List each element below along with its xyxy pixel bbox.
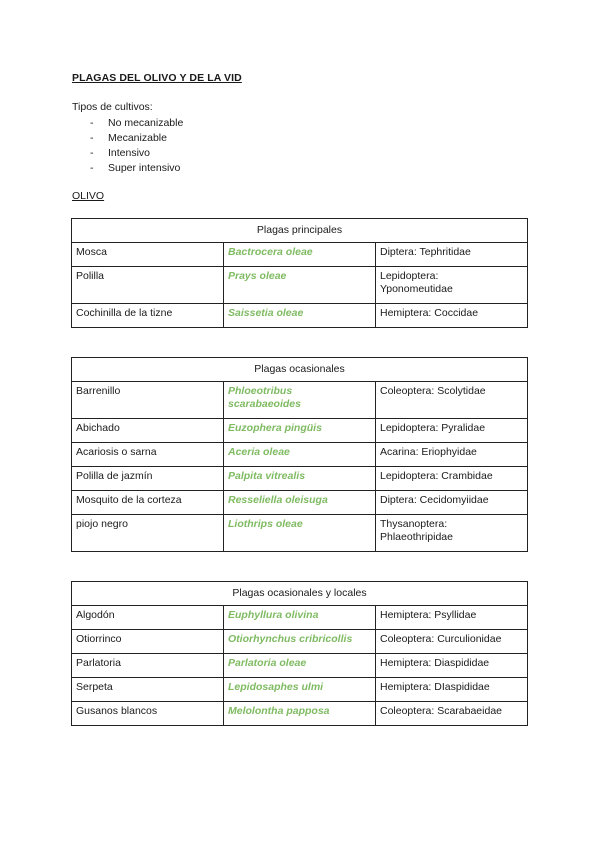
taxonomy-cell: Diptera: Tephritidae [376, 243, 528, 267]
scientific-name-cell: Otiorhynchus cribricollis [224, 630, 376, 654]
common-name-cell: Algodón [72, 606, 224, 630]
table-heading: Plagas principales [72, 219, 528, 243]
table-plagas-ocasionales-locales [71, 581, 528, 726]
list-item [90, 146, 183, 161]
table-heading: Plagas ocasionales [72, 358, 528, 382]
list-dash: - [90, 162, 94, 174]
common-name-cell: Abichado [72, 419, 224, 443]
table-row [72, 678, 528, 702]
list-item-label: Super intensivo [108, 162, 181, 174]
common-name-cell: Gusanos blancos [72, 702, 224, 726]
common-name-cell: Cochinilla de la tizne [72, 304, 224, 328]
table-row [72, 419, 528, 443]
list-dash: - [90, 117, 94, 129]
table-row [72, 382, 528, 419]
list-dash: - [90, 147, 94, 159]
scientific-name-cell: Euzophera pingüis [224, 419, 376, 443]
scientific-name-cell: Resseliella oleisuga [224, 491, 376, 515]
common-name-cell: Parlatoria [72, 654, 224, 678]
common-name-cell: Serpeta [72, 678, 224, 702]
table-row [72, 654, 528, 678]
scientific-name-cell: Aceria oleae [224, 443, 376, 467]
table-row [72, 630, 528, 654]
table-heading-row [72, 582, 528, 606]
taxonomy-cell: Lepidoptera: Yponomeutidae [376, 267, 528, 304]
scientific-name-cell: Lepidosaphes ulmi [224, 678, 376, 702]
scientific-name-cell: Phloeotribus scarabaeoides [224, 382, 376, 419]
scientific-name-cell: Liothrips oleae [224, 515, 376, 552]
table-plagas-principales [71, 218, 528, 328]
scientific-name-cell: Palpita vitrealis [224, 467, 376, 491]
scientific-name-cell: Melolontha papposa [224, 702, 376, 726]
common-name-cell: Barrenillo [72, 382, 224, 419]
common-name-cell: piojo negro [72, 515, 224, 552]
list-item-label: Mecanizable [108, 132, 167, 144]
taxonomy-cell: Lepidoptera: Pyralidae [376, 419, 528, 443]
document-title: PLAGAS DEL OLIVO Y DE LA VID [72, 72, 242, 84]
table-row [72, 243, 528, 267]
common-name-cell: Mosquito de la corteza [72, 491, 224, 515]
list-item-label: No mecanizable [108, 117, 184, 129]
table-heading: Plagas ocasionales y locales [72, 582, 528, 606]
scientific-name-cell: Saissetia oleae [224, 304, 376, 328]
common-name-cell: Mosca [72, 243, 224, 267]
taxonomy-cell: Hemiptera: Psyllidae [376, 606, 528, 630]
section-heading-olivo: OLIVO [72, 190, 105, 202]
table-heading-row [72, 358, 528, 382]
scientific-name-cell: Prays oleae [224, 267, 376, 304]
taxonomy-cell: Diptera: Cecidomyiidae [376, 491, 528, 515]
scientific-name-cell: Bactrocera oleae [224, 243, 376, 267]
taxonomy-cell: Lepidoptera: Crambidae [376, 467, 528, 491]
list-item-label: Intensivo [108, 147, 151, 159]
scientific-name-cell: Euphyllura olivina [224, 606, 376, 630]
taxonomy-cell: Thysanoptera: Phlaeothripidae [376, 515, 528, 552]
table-row [72, 267, 528, 304]
taxonomy-cell: Hemiptera: Coccidae [376, 304, 528, 328]
table-heading-row [72, 219, 528, 243]
table-plagas-ocasionales [71, 357, 528, 552]
taxonomy-cell: Acarina: Eriophyidae [376, 443, 528, 467]
list-item [90, 131, 183, 146]
crop-types-list [90, 116, 183, 176]
common-name-cell: Otiorrinco [72, 630, 224, 654]
crop-types-intro: Tipos de cultivos: [72, 101, 153, 113]
list-dash: - [90, 132, 94, 144]
taxonomy-cell: Hemiptera: DIaspididae [376, 678, 528, 702]
table-row [72, 515, 528, 552]
common-name-cell: Polilla [72, 267, 224, 304]
scientific-name-cell: Parlatoria oleae [224, 654, 376, 678]
common-name-cell: Polilla de jazmín [72, 467, 224, 491]
taxonomy-cell: Coleoptera: Scarabaeidae [376, 702, 528, 726]
taxonomy-cell: Coleoptera: Curculionidae [376, 630, 528, 654]
list-item [90, 161, 183, 176]
table-row [72, 443, 528, 467]
list-item [90, 116, 183, 131]
table-row [72, 606, 528, 630]
table-row [72, 491, 528, 515]
taxonomy-cell: Coleoptera: Scolytidae [376, 382, 528, 419]
taxonomy-cell: Hemiptera: Diaspididae [376, 654, 528, 678]
table-row [72, 702, 528, 726]
table-row [72, 467, 528, 491]
table-row [72, 304, 528, 328]
common-name-cell: Acariosis o sarna [72, 443, 224, 467]
